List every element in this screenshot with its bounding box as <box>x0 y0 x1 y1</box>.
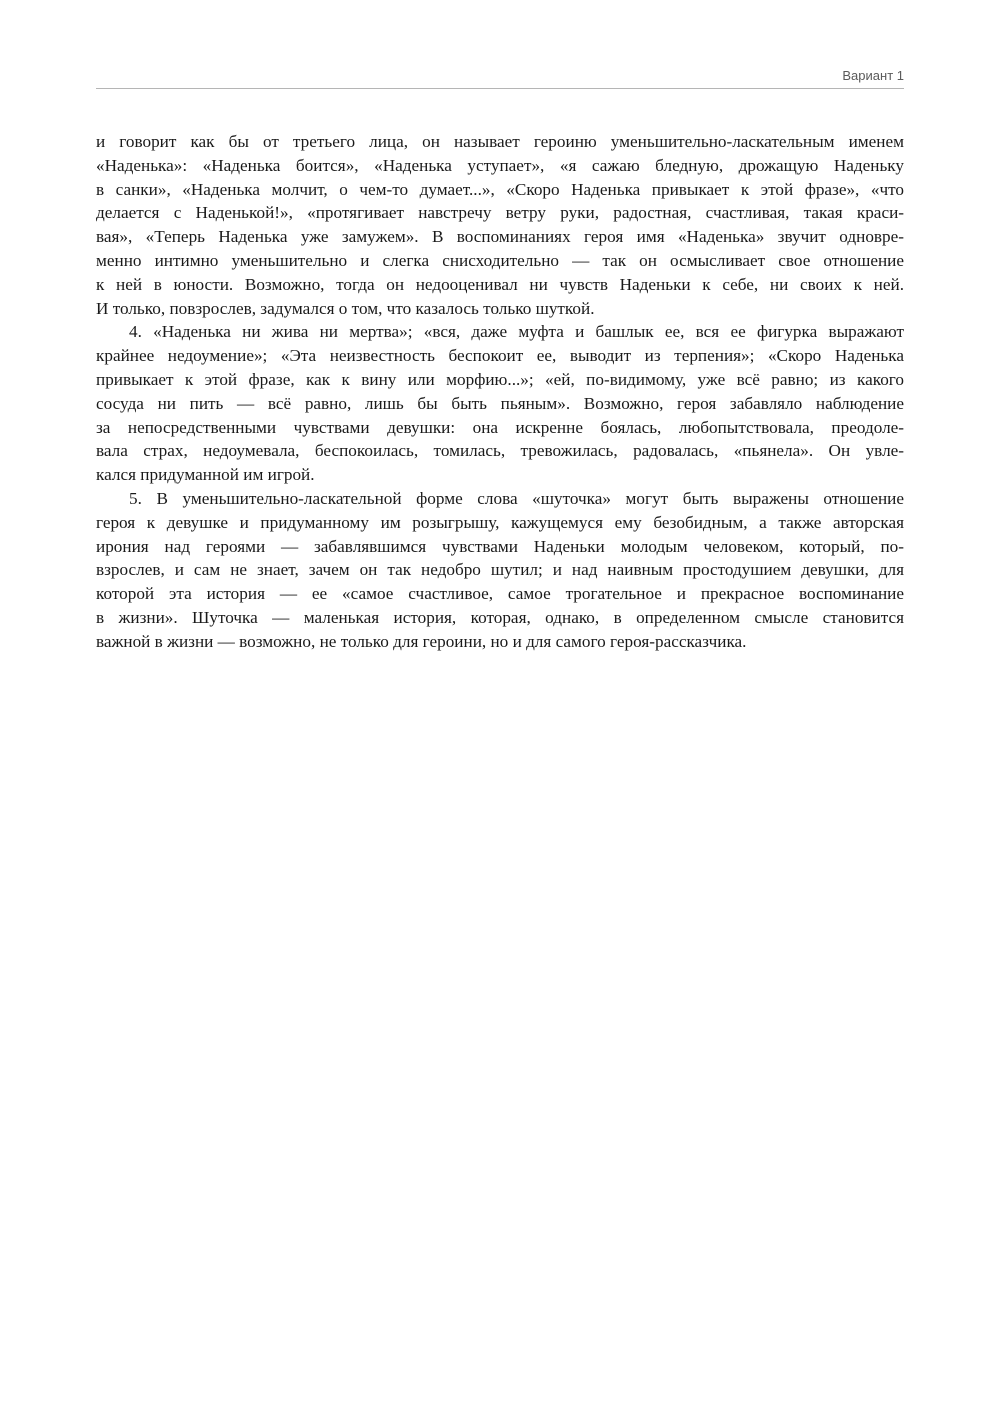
running-title: Вариант 1 <box>842 68 904 83</box>
paragraph-continuation <box>96 130 904 320</box>
text-line: 5. В уменьшительно-ласкательной форме слова «шуточка» могут быть выражены отношение <box>129 488 904 508</box>
text-line: за непосредственными чувствами девушки: она искренне боялась, любопытствовала, преодоле- <box>96 417 904 437</box>
text-line: вала страх, недоумевала, беспокоилась, томилась, тревожилась, радовалась, «пьянела». Он увле- <box>96 441 904 461</box>
text-line: сосуда ни пить — всё равно, лишь бы быть пьяным». Возможно, героя забавляло наблюдение <box>96 393 904 413</box>
running-header <box>96 66 904 89</box>
text-line: важной в жизни — возможно, не только для героини, но и для самого героя-рассказчика. <box>96 631 747 651</box>
text-line: 4. «Наденька ни жива ни мертва»; «вся, даже муфта и башлык ее, вся ее фигурка выражают <box>129 322 904 342</box>
text-line: менно интимно уменьшительно и слегка снисходительно — так он осмысливает свое отношение <box>96 250 904 270</box>
text-line: вая», «Теперь Наденька уже замужем». В воспоминаниях героя имя «Наденька» звучит одновре- <box>96 227 904 247</box>
text-line: к ней в юности. Возможно, тогда он недооценивал ни чувств Наденьки к себе, ни своих к ней. <box>96 274 904 294</box>
text-line: крайнее недоумение»; «Эта неизвестность беспокоит ее, выводит из терпения»; «Скоро Наденька <box>96 346 904 366</box>
text-line: «Наденька»: «Наденька боится», «Наденька уступает», «я сажаю бледную, дрожащую Наденьку <box>96 155 904 175</box>
text-line: И только, повзрослев, задумался о том, что казалось только шуткой. <box>96 298 595 318</box>
text-line: героя к девушке и придуманному им розыгрышу, кажущемуся ему безобидным, а также авторская <box>96 512 904 532</box>
text-line: взрослев, и сам не знает, зачем он так недобро шутил; и над наивным простодушием девушки, для <box>96 560 904 580</box>
text-line: которой эта история — ее «самое счастливое, самое трогательное и прекрасное воспоминание <box>96 584 904 604</box>
paragraph-answer-4 <box>96 320 904 487</box>
text-line: ирония над героями — забавлявшимся чувствами Наденьки молодым человеком, который, по- <box>96 536 904 556</box>
text-line: делается с Наденькой!», «протягивает навстречу ветру руки, радостная, счастливая, такая краси- <box>96 203 904 223</box>
text-line: кался придуманной им игрой. <box>96 465 315 485</box>
text-line: в жизни». Шуточка — маленькая история, которая, однако, в определенном смысле становится <box>96 607 904 627</box>
body-text <box>96 130 904 654</box>
text-line: в санки», «Наденька молчит, о чем-то думает...», «Скоро Наденька привыкает к этой фразе», «что <box>96 179 904 199</box>
paragraph-answer-5 <box>96 487 904 654</box>
text-line: и говорит как бы от третьего лица, он называет героиню уменьшительно-ласкательным именем <box>96 132 904 151</box>
text-line: привыкает к этой фразе, как к вину или морфию...»; «ей, по-видимому, уже всё равно; из какого <box>96 369 904 389</box>
